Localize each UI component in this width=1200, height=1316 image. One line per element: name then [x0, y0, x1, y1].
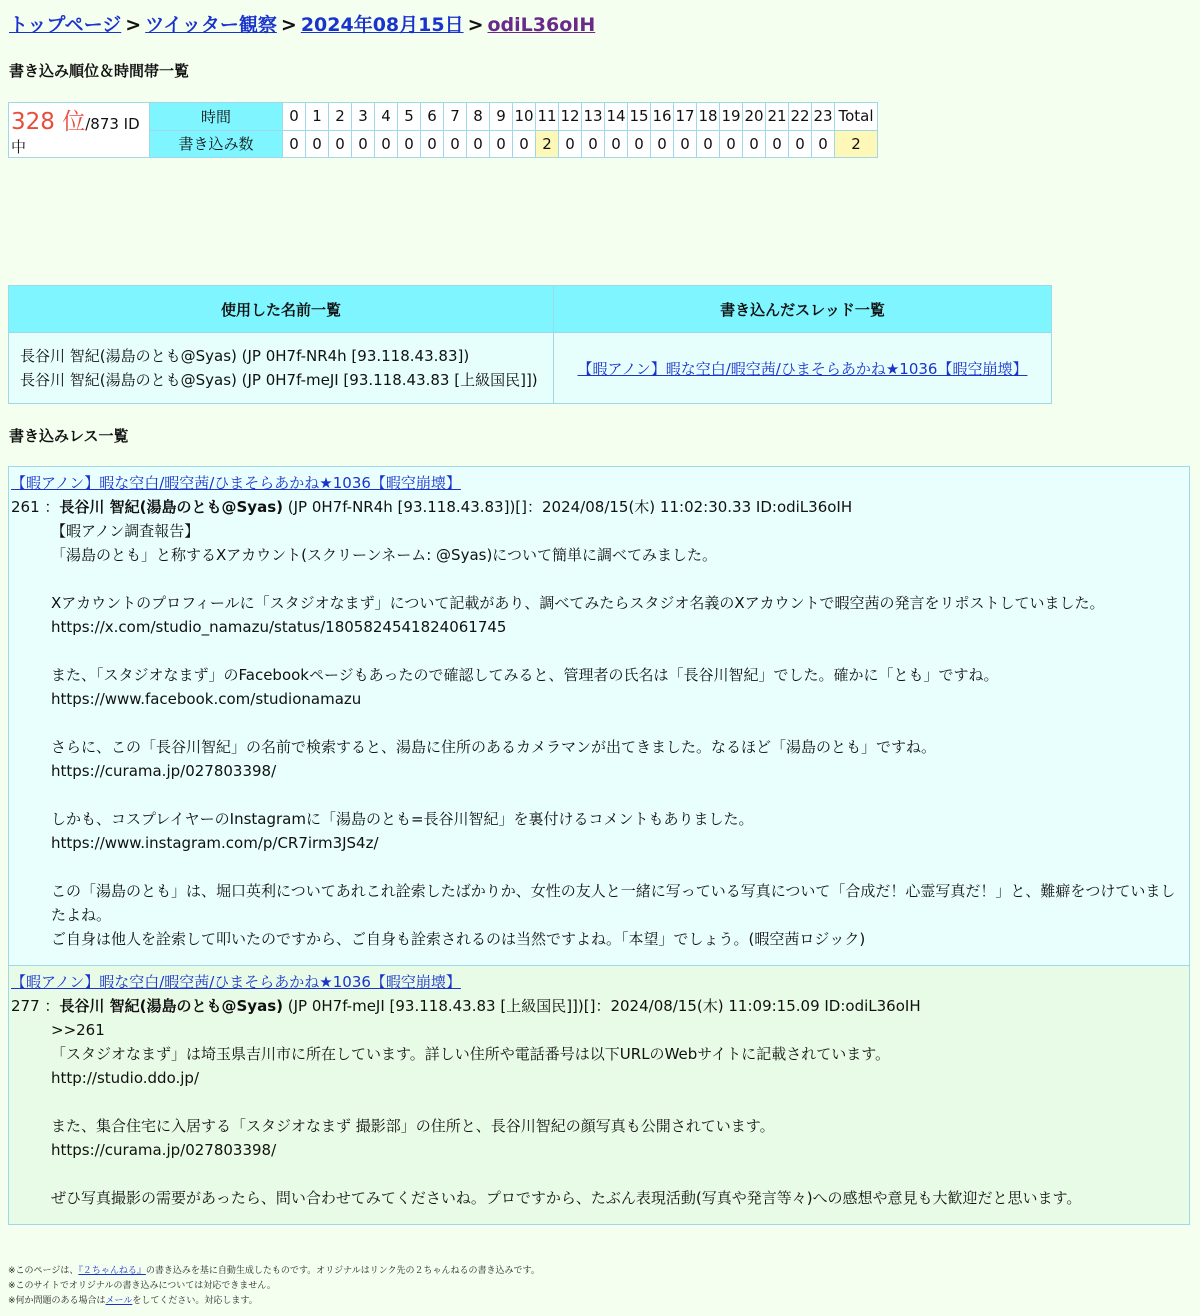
- post-line: [51, 711, 1183, 735]
- hour-cell: 7: [444, 103, 467, 131]
- count-cell: 2: [536, 130, 559, 158]
- post-url: https://curama.jp/027803398/: [51, 1141, 277, 1159]
- hour-cell: 20: [743, 103, 766, 131]
- count-label: 書き込み数: [150, 130, 283, 158]
- hour-cell: 16: [651, 103, 674, 131]
- hour-cell: 23: [812, 103, 835, 131]
- names-list: [9, 333, 554, 404]
- count-cell: 0: [628, 130, 651, 158]
- posts-heading: 書き込みレス一覧: [9, 427, 129, 445]
- count-cell: 0: [283, 130, 306, 158]
- footer-text: ※何か問題のある場合は: [8, 1296, 106, 1306]
- breadcrumb-date-link[interactable]: 2024年08月15日: [300, 14, 464, 36]
- count-cell: 0: [329, 130, 352, 158]
- footer-line: ※このサイトでオリジナルの書き込みについては対応できません。: [8, 1281, 276, 1291]
- post-header: [9, 994, 1189, 1018]
- count-cell: 0: [812, 130, 835, 158]
- post-url: https://curama.jp/027803398/: [51, 762, 277, 780]
- count-cell: 0: [375, 130, 398, 158]
- post-line: >>261: [51, 1021, 105, 1039]
- post-line: [51, 783, 1183, 807]
- breadcrumb: [9, 10, 595, 37]
- count-cell: 0: [720, 130, 743, 158]
- threads-list: [554, 333, 1052, 404]
- rank-total: /873 ID中: [11, 115, 140, 156]
- rank-position: 328 位: [11, 109, 86, 135]
- count-cell: 0: [559, 130, 582, 158]
- count-cell: 0: [490, 130, 513, 158]
- thread-link[interactable]: 【暇アノン】暇な空白/暇空茜/ひまそらあかね★1036【暇空崩壊】: [577, 359, 1028, 378]
- time-label: 時間: [150, 103, 283, 131]
- name-entry: 長谷川 智紀(湯島のとも@Syas) (JP 0H7f-meJI [93.118.43.83 [上級国民]]): [20, 371, 538, 389]
- breadcrumb-id-link[interactable]: odiL36oIH: [487, 14, 596, 36]
- count-cell: 0: [605, 130, 628, 158]
- hour-cell: 18: [697, 103, 720, 131]
- breadcrumb-section-link[interactable]: ツイッター観察: [145, 14, 277, 36]
- names-header: 使用した名前一覧: [9, 286, 554, 333]
- post-line: この「湯島のとも」は、堀口英利についてあれこれ詮索したばかりか、女性の友人と一緒に写っている写真について「合成だ！心霊写真だ！」と、難癖をつけていましたよね。: [51, 882, 1176, 924]
- hour-cell: 0: [283, 103, 306, 131]
- footer-line: [8, 1264, 540, 1279]
- post-line: ぜひ写真撮影の需要があったら、問い合わせてみてくださいね。プロですから、たぶん表現活動(写真や発言等々)への感想や意見も大歓迎だと思います。: [51, 1189, 1082, 1207]
- hour-cell: 15: [628, 103, 651, 131]
- count-cell: 0: [398, 130, 421, 158]
- footer: [8, 1264, 540, 1309]
- post-line: [51, 855, 1183, 879]
- hour-cell: 21: [766, 103, 789, 131]
- hour-cell: 8: [467, 103, 490, 131]
- post-author: 長谷川 智紀(湯島のとも@Syas): [59, 997, 283, 1015]
- post-url: https://www.facebook.com/studionamazu: [51, 690, 362, 708]
- post-line: 【暇アノン調査報告】: [51, 522, 200, 540]
- post-line: [51, 1162, 1183, 1186]
- post-number: 277 ：: [11, 997, 60, 1015]
- post-body: [9, 1018, 1189, 1210]
- post-line: また、集合住宅に入居する「スタジオなまず 撮影部」の住所と、長谷川智紀の顔写真も公開されています。: [51, 1117, 775, 1135]
- hour-cell: 17: [674, 103, 697, 131]
- post-line: Xアカウントのプロフィールに「スタジオなまず」について記載があり、調べてみたらスタジオ名義のXアカウントで暇空茜の発言をリポストしていました。: [51, 594, 1105, 612]
- hour-cell: 1: [306, 103, 329, 131]
- count-cell: 0: [513, 130, 536, 158]
- post-line: さらに、この「長谷川智紀」の名前で検索すると、湯島に住所のあるカメラマンが出てきました。なるほど「湯島のとも」ですね。: [51, 738, 937, 756]
- hour-cell: 9: [490, 103, 513, 131]
- post-line: しかも、コスプレイヤーのInstagramに「湯島のとも=長谷川智紀」を裏付けるコメントもありました。: [51, 810, 754, 828]
- breadcrumb-top-link[interactable]: トップページ: [9, 14, 122, 36]
- count-cell: 0: [697, 130, 720, 158]
- post-url: https://x.com/studio_namazu/status/1805824541824061745: [51, 618, 507, 636]
- hour-cell: 13: [582, 103, 605, 131]
- hour-cell: 3: [352, 103, 375, 131]
- post-header: [9, 495, 1189, 519]
- rank-cell: [9, 103, 150, 158]
- post-item: [8, 965, 1190, 1225]
- total-count-cell: 2: [835, 130, 878, 158]
- footer-text: の書き込みを基に自動生成したものです。オリジナルはリンク先の２ちゃんねるの書き込みです。: [145, 1266, 540, 1276]
- footer-text: ※このページは、: [8, 1266, 79, 1276]
- count-cell: 0: [421, 130, 444, 158]
- hour-cell: 4: [375, 103, 398, 131]
- count-cell: 0: [352, 130, 375, 158]
- post-line: 「湯島のとも」と称するXアカウント(スクリーンネーム: @Syas)について簡単に調べてみました。: [51, 546, 718, 564]
- count-cell: 0: [467, 130, 490, 158]
- post-line: 「スタジオなまず」は埼玉県吉川市に所在しています。詳しい住所や電話番号は以下URLのWebサイトに記載されています。: [51, 1045, 891, 1063]
- post-line: [51, 1090, 1183, 1114]
- count-cell: 0: [674, 130, 697, 158]
- threads-header: 書き込んだスレッド一覧: [554, 286, 1052, 333]
- rank-table: [8, 102, 878, 158]
- post-item: [8, 466, 1190, 966]
- footer-line: [8, 1294, 540, 1309]
- hour-cell: 6: [421, 103, 444, 131]
- post-thread-link[interactable]: 【暇アノン】暇な空白/暇空茜/ひまそらあかね★1036【暇空崩壊】: [11, 474, 461, 492]
- hour-cell: 10: [513, 103, 536, 131]
- breadcrumb-separator: >: [280, 14, 297, 36]
- breadcrumb-separator: >: [467, 14, 484, 36]
- post-body: [9, 519, 1189, 951]
- hour-cell: 14: [605, 103, 628, 131]
- count-cell: 0: [306, 130, 329, 158]
- post-url: http://studio.ddo.jp/: [51, 1069, 199, 1087]
- names-threads-table: [8, 285, 1052, 404]
- count-cell: 0: [766, 130, 789, 158]
- post-line: また、「スタジオなまず」のFacebookページもあったので確認してみると、管理者の氏名は「長谷川智紀」でした。確かに「とも」ですね。: [51, 666, 999, 684]
- post-url: https://www.instagram.com/p/CR7irm3JS4z/: [51, 834, 379, 852]
- footer-text: をしてください。対応します。: [132, 1296, 258, 1306]
- post-number: 261 ：: [11, 498, 60, 516]
- post-meta: (JP 0H7f-meJI [93.118.43.83 [上級国民]])[]：2024/08/15(木) 11:09:15.09 ID:odiL36oIH: [282, 997, 921, 1015]
- footer-mail-link[interactable]: メール: [105, 1296, 133, 1306]
- hour-cell: 2: [329, 103, 352, 131]
- hour-cell: 22: [789, 103, 812, 131]
- hour-cell: 19: [720, 103, 743, 131]
- total-header-cell: Total: [835, 103, 878, 131]
- post-author: 長谷川 智紀(湯島のとも@Syas): [59, 498, 283, 516]
- post-line: ご自身は他人を詮索して叩いたのですから、ご自身も詮索されるのは当然ですよね。「本望」でしょう。(暇空茜ロジック): [51, 930, 866, 948]
- hour-cell: 5: [398, 103, 421, 131]
- count-cell: 0: [651, 130, 674, 158]
- count-cell: 0: [743, 130, 766, 158]
- footer-2ch-link[interactable]: 『２ちゃんねる』: [78, 1266, 146, 1276]
- post-thread-link[interactable]: 【暇アノン】暇な空白/暇空茜/ひまそらあかね★1036【暇空崩壊】: [11, 973, 461, 991]
- breadcrumb-separator: >: [125, 14, 142, 36]
- count-cell: 0: [444, 130, 467, 158]
- count-cell: 0: [582, 130, 605, 158]
- count-cell: 0: [789, 130, 812, 158]
- rank-heading: 書き込み順位＆時間帯一覧: [9, 62, 190, 80]
- hour-cell: 11: [536, 103, 559, 131]
- hour-cell: 12: [559, 103, 582, 131]
- post-line: [51, 567, 1183, 591]
- name-entry: 長谷川 智紀(湯島のとも@Syas) (JP 0H7f-NR4h [93.118.43.83]): [20, 347, 470, 365]
- post-meta: (JP 0H7f-NR4h [93.118.43.83])[]：2024/08/15(木) 11:02:30.33 ID:odiL36oIH: [282, 498, 853, 516]
- post-line: [51, 639, 1183, 663]
